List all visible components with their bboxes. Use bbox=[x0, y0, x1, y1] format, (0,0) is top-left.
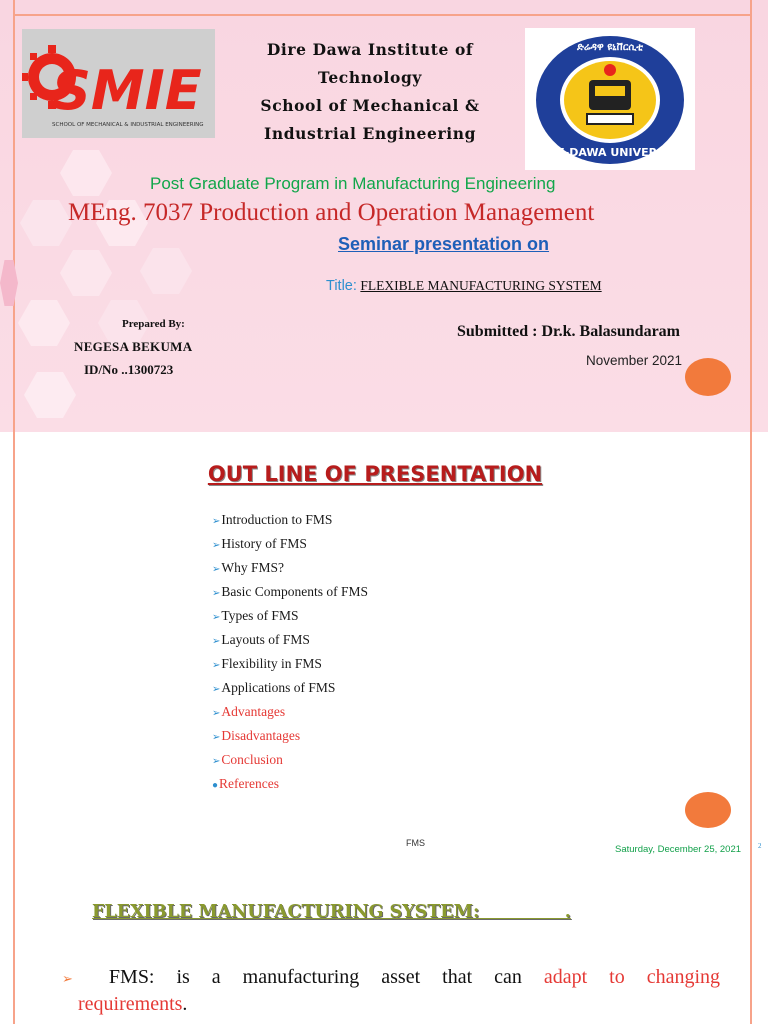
presentation-date: November 2021 bbox=[586, 353, 683, 368]
list-item: ➢Flexibility in FMS bbox=[212, 656, 322, 671]
outline-heading: OUT LINE OF PRESENTATION bbox=[207, 462, 543, 486]
list-item: ➢Why FMS? bbox=[212, 560, 285, 575]
title-slide bbox=[0, 0, 768, 432]
frame-line-right bbox=[750, 0, 752, 432]
list-item: ➢Basic Components of FMS bbox=[212, 584, 369, 599]
arrow-bullet-icon: ➢ bbox=[212, 564, 221, 575]
institution-line-2: Technology bbox=[317, 68, 422, 87]
title-label: Title: bbox=[326, 278, 357, 294]
arrow-bullet-icon: ➢ bbox=[212, 588, 221, 599]
arrow-bullet-icon: ➢ bbox=[212, 756, 221, 767]
orange-dot-decoration bbox=[685, 792, 731, 828]
course-title: MEng. 7037 Production and Operation Management bbox=[68, 199, 595, 226]
footer-date: Saturday, December 25, 2021 bbox=[615, 844, 742, 855]
seminar-subtitle: Seminar presentation on bbox=[338, 234, 550, 254]
list-item: ➢Advantages bbox=[212, 704, 286, 719]
title-value: FLEXIBLE MANUFACTURING SYSTEM bbox=[360, 278, 602, 293]
arrow-bullet-icon: ➢ bbox=[212, 660, 221, 671]
definition-text: FMS: is a manufacturing asset that can bbox=[108, 966, 522, 988]
arrow-bullet-icon: ➢ bbox=[212, 684, 221, 695]
arrow-bullet-icon: ➢ bbox=[212, 732, 221, 743]
fms-definition-line bbox=[62, 966, 720, 989]
list-item: ➢Disadvantages bbox=[212, 728, 301, 743]
list-item: ➢Applications of FMS bbox=[212, 680, 336, 695]
prepared-by-label: Prepared By: bbox=[122, 318, 185, 330]
arrow-bullet-icon: ➢ bbox=[212, 516, 221, 527]
university-seal bbox=[525, 28, 695, 170]
institution-line-3: School of Mechanical & bbox=[260, 96, 480, 115]
submitted-to: Submitted : Dr.k. Balasundaram bbox=[457, 323, 681, 340]
institution-line-1: Dire Dawa Institute of bbox=[266, 40, 474, 59]
fms-heading: FLEXIBLE MANUFACTURING SYSTEM: . bbox=[92, 902, 571, 922]
frame-line-right bbox=[750, 868, 752, 1024]
definition-continuation: requirements. bbox=[78, 993, 188, 1015]
cut-off-text-fragment bbox=[80, 1018, 720, 1024]
institution-line-4: Industrial Engineering bbox=[263, 124, 477, 143]
frame-line-left bbox=[13, 868, 15, 1024]
arrow-bullet-icon: ➢ bbox=[212, 708, 221, 719]
outline-slide bbox=[0, 432, 768, 868]
frame-line-right bbox=[750, 432, 752, 868]
student-name: NEGESA BEKUMA bbox=[74, 339, 193, 354]
list-item: ➢History of FMS bbox=[212, 536, 307, 551]
list-item: ➢Layouts of FMS bbox=[212, 632, 310, 647]
program-title: Post Graduate Program in Manufacturing Engineering bbox=[150, 174, 556, 193]
student-id: ID/No ..1300723 bbox=[84, 362, 174, 377]
footer-label: FMS bbox=[406, 838, 425, 848]
orange-dot-decoration bbox=[685, 358, 731, 396]
arrow-bullet-icon: ➢ bbox=[212, 612, 221, 623]
definition-highlight: adapt to changing bbox=[543, 966, 721, 988]
list-item: ●References bbox=[212, 776, 280, 791]
smie-logo-text: SMIE bbox=[52, 59, 202, 122]
institution-block bbox=[222, 36, 518, 148]
list-item: ➢Introduction to FMS bbox=[212, 512, 333, 527]
dot-bullet-icon: ● bbox=[212, 780, 219, 791]
frame-line-left bbox=[13, 432, 15, 868]
frame-line-left bbox=[13, 0, 15, 432]
smie-logo-subtext: SCHOOL OF MECHANICAL & INDUSTRIAL ENGINEERING bbox=[52, 122, 204, 128]
list-item: ➢Conclusion bbox=[212, 752, 283, 767]
outline-list bbox=[212, 508, 368, 796]
university-seal-text: DIRE-DAWA UNIVERSITY bbox=[535, 146, 685, 159]
arrow-bullet-icon: ➢ bbox=[62, 971, 73, 986]
presentation-title bbox=[326, 278, 602, 295]
list-item: ➢Types of FMS bbox=[212, 608, 299, 623]
frame-line-top bbox=[13, 14, 752, 16]
arrow-bullet-icon: ➢ bbox=[212, 540, 221, 551]
arrow-bullet-icon: ➢ bbox=[212, 636, 221, 647]
fms-definition-slide bbox=[0, 868, 768, 1024]
university-seal-amharic: ድሬዳዋ ዩኒቨርሲቲ bbox=[577, 42, 643, 53]
smie-logo bbox=[22, 29, 215, 138]
slide-number: 2 bbox=[758, 842, 762, 850]
